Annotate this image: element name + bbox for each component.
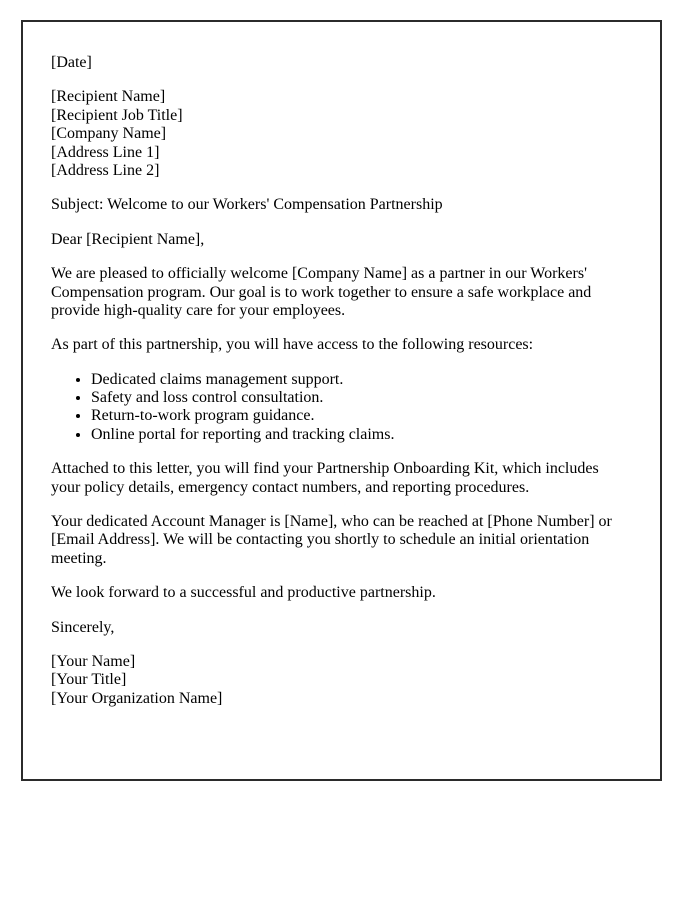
resource-item-return-to-work: • Return-to-work program guidance. <box>91 407 632 425</box>
account-manager-paragraph: Your dedicated Account Manager is [Name], who can be reached at [Phone Number] or [Email Address]. We will be contacting you shortly to schedule an initial orientation meeting. <box>51 513 612 567</box>
signature-block <box>51 653 632 708</box>
signature-name-line: [Your Name] <box>51 652 136 670</box>
recipient-job-title-line: [Recipient Job Title] <box>51 106 183 124</box>
resources-list <box>51 371 632 445</box>
signature-organization-line: [Your Organization Name] <box>51 689 223 707</box>
resources-intro-paragraph: As part of this partnership, you will have access to the following resources: <box>51 336 534 354</box>
attachment-paragraph: Attached to this letter, you will find your Partnership Onboarding Kit, which includes your policy details, emergency contact numbers, and reporting procedures. <box>51 460 599 496</box>
resource-item-claims-support: • Dedicated claims management support. <box>91 371 632 389</box>
subject-line: Subject: Welcome to our Workers' Compensation Partnership <box>51 196 443 214</box>
recipient-address-line-1: [Address Line 1] <box>51 143 160 161</box>
signature-title-line: [Your Title] <box>51 671 127 689</box>
salutation: Dear [Recipient Name], <box>51 230 205 248</box>
recipient-address-line-2: [Address Line 2] <box>51 161 160 179</box>
intro-paragraph: We are pleased to officially welcome [Company Name] as a partner in our Workers' Compensation program. Our goal is to work together to ensure a safe workplace and provide high-quality care for your employees. <box>51 265 592 319</box>
closing-line: We look forward to a successful and productive partnership. <box>51 584 436 602</box>
resource-item-safety-consultation: • Safety and loss control consultation. <box>91 389 632 407</box>
date-placeholder: [Date] <box>51 54 92 71</box>
signoff: Sincerely, <box>51 618 115 636</box>
resource-item-online-portal: • Online portal for reporting and tracking claims. <box>91 426 632 444</box>
recipient-address-block <box>51 88 632 180</box>
letter-document <box>21 20 662 781</box>
recipient-name-line: [Recipient Name] <box>51 88 166 106</box>
recipient-company-line: [Company Name] <box>51 125 167 143</box>
